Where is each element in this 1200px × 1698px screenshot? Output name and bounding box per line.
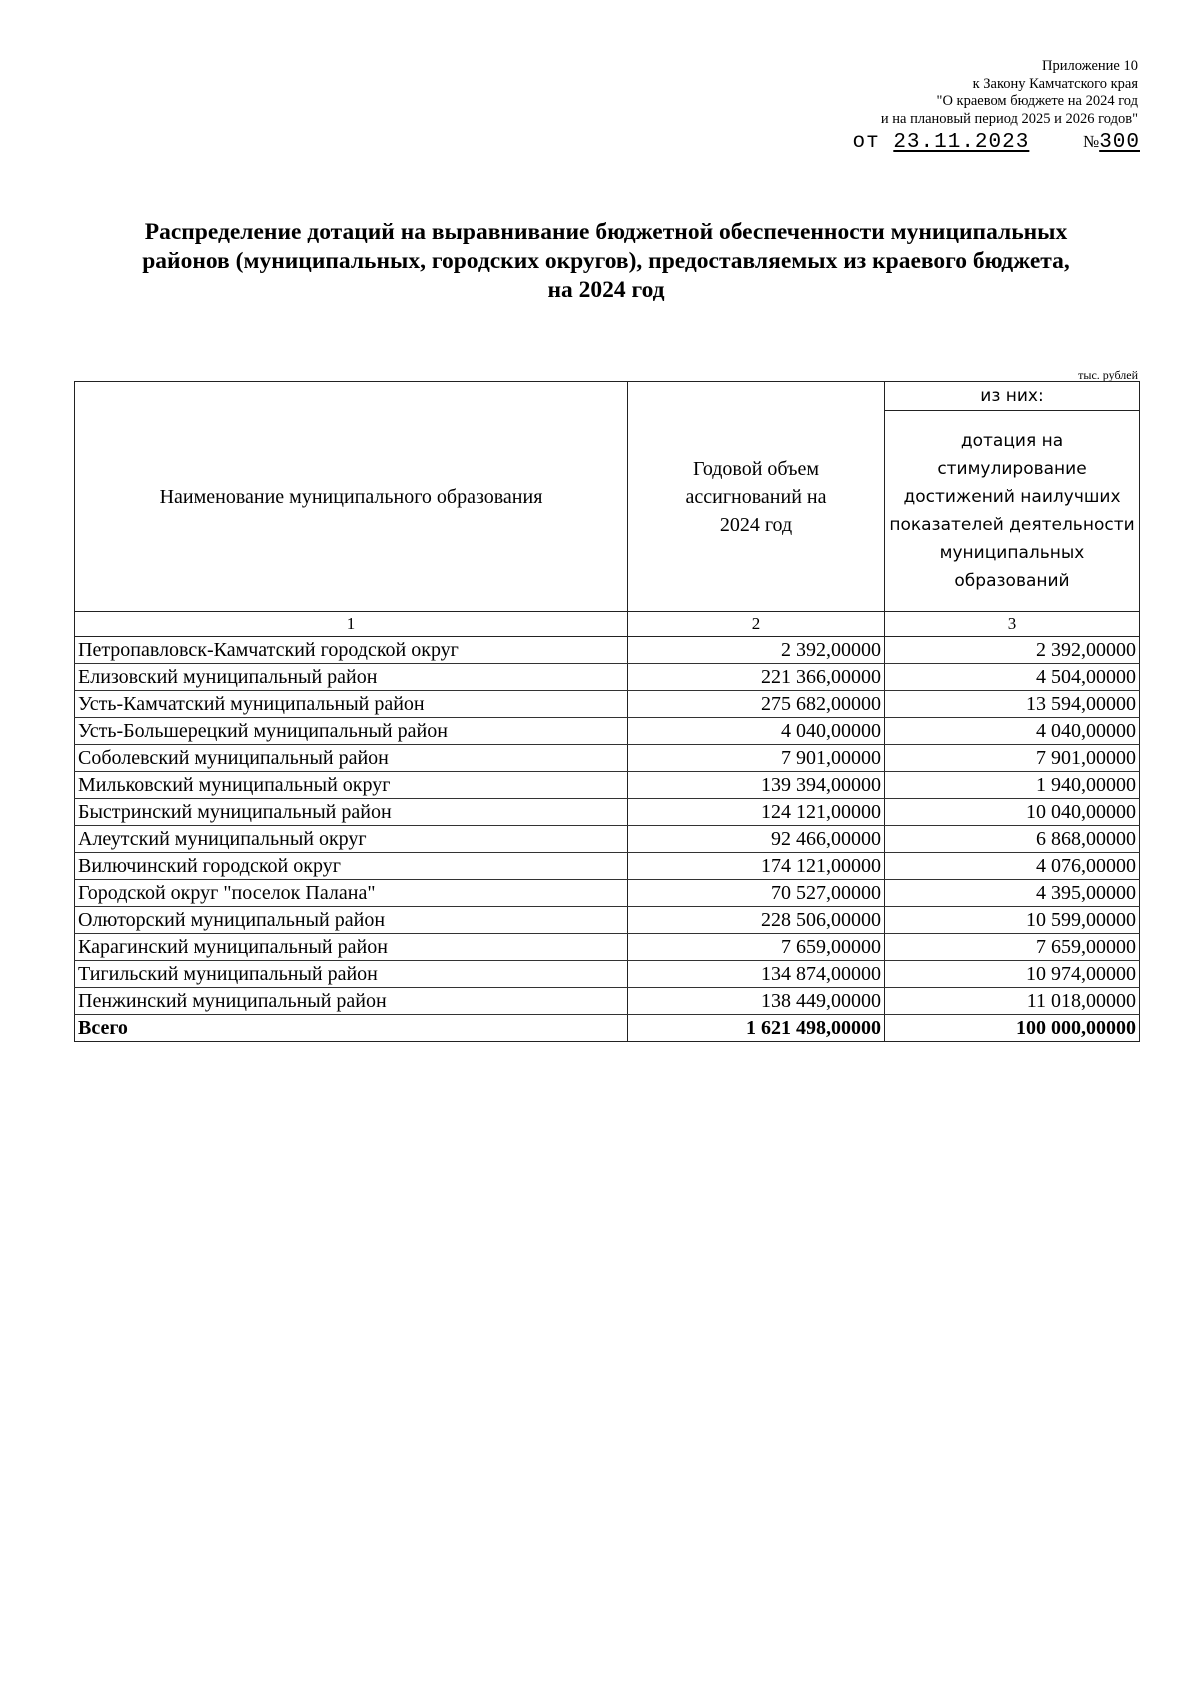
row-name: Петропавловск-Камчатский городской округ xyxy=(75,637,628,664)
total-incentive-grant: 100 000,00000 xyxy=(885,1015,1140,1042)
row-annual-volume: 228 506,00000 xyxy=(628,907,885,934)
row-annual-volume: 221 366,00000 xyxy=(628,664,885,691)
row-incentive-grant: 7 659,00000 xyxy=(885,934,1140,961)
row-name: Городской округ "поселок Палана" xyxy=(75,880,628,907)
appendix-line: Приложение 10 xyxy=(1042,58,1138,74)
stamp-number: 300 xyxy=(1099,131,1140,154)
row-name: Соболевский муниципальный район xyxy=(75,745,628,772)
row-annual-volume: 7 901,00000 xyxy=(628,745,885,772)
row-incentive-grant: 7 901,00000 xyxy=(885,745,1140,772)
table-row xyxy=(75,772,1140,799)
row-name: Усть-Камчатский муниципальный район xyxy=(75,691,628,718)
row-incentive-grant: 4 504,00000 xyxy=(885,664,1140,691)
date-number-stamp xyxy=(852,131,1140,154)
row-annual-volume: 7 659,00000 xyxy=(628,934,885,961)
row-annual-volume: 124 121,00000 xyxy=(628,799,885,826)
table-row xyxy=(75,745,1140,772)
row-annual-volume: 70 527,00000 xyxy=(628,880,885,907)
total-label: Всего xyxy=(75,1015,628,1042)
row-incentive-grant: 4 040,00000 xyxy=(885,718,1140,745)
table-row xyxy=(75,880,1140,907)
total-annual-volume: 1 621 498,00000 xyxy=(628,1015,885,1042)
document-title xyxy=(74,218,1138,305)
units-label: тыс. рублей xyxy=(1078,368,1138,382)
table-row xyxy=(75,691,1140,718)
stamp-prefix: от xyxy=(852,131,880,154)
row-incentive-grant: 1 940,00000 xyxy=(885,772,1140,799)
table-row xyxy=(75,637,1140,664)
header-annual-volume-text: Годовой объем ассигнований на 2024 год xyxy=(685,457,827,536)
row-annual-volume: 138 449,00000 xyxy=(628,988,885,1015)
row-incentive-grant: 13 594,00000 xyxy=(885,691,1140,718)
header-of-which: из них: xyxy=(885,382,1140,411)
stamp-number-sign: № xyxy=(1082,132,1100,151)
header-annual-volume xyxy=(628,382,885,612)
row-name: Вилючинский городской округ xyxy=(75,853,628,880)
distribution-table xyxy=(74,381,1140,1042)
appendix-reference xyxy=(881,58,1138,128)
title-line: Распределение дотаций на выравнивание бюджетной обеспеченности муниципальных xyxy=(144,219,1068,245)
total-row xyxy=(75,1015,1140,1042)
stamp-date: 23.11.2023 xyxy=(893,131,1030,154)
table-row xyxy=(75,799,1140,826)
row-name: Елизовский муниципальный район xyxy=(75,664,628,691)
table-row xyxy=(75,853,1140,880)
row-incentive-grant: 10 974,00000 xyxy=(885,961,1140,988)
row-incentive-grant: 11 018,00000 xyxy=(885,988,1140,1015)
row-incentive-grant: 2 392,00000 xyxy=(885,637,1140,664)
header-incentive-grant: дотация на стимулирование достижений наилучших показателей деятельности муниципальных образований xyxy=(885,411,1140,612)
title-line: районов (муниципальных, городских округов), предоставляемых из краевого бюджета, xyxy=(142,248,1070,274)
title-line: на 2024 год xyxy=(547,277,665,303)
row-annual-volume: 134 874,00000 xyxy=(628,961,885,988)
table-row xyxy=(75,988,1140,1015)
row-annual-volume: 2 392,00000 xyxy=(628,637,885,664)
table-row xyxy=(75,826,1140,853)
row-name: Пенжинский муниципальный район xyxy=(75,988,628,1015)
row-annual-volume: 4 040,00000 xyxy=(628,718,885,745)
row-incentive-grant: 4 395,00000 xyxy=(885,880,1140,907)
row-name: Усть-Большерецкий муниципальный район xyxy=(75,718,628,745)
row-name: Мильковский муниципальный округ xyxy=(75,772,628,799)
table-row xyxy=(75,934,1140,961)
row-name: Карагинский муниципальный район xyxy=(75,934,628,961)
table-row xyxy=(75,664,1140,691)
column-number-3: 3 xyxy=(885,612,1140,637)
row-incentive-grant: 4 076,00000 xyxy=(885,853,1140,880)
appendix-line: к Закону Камчатского края xyxy=(972,75,1138,92)
row-annual-volume: 92 466,00000 xyxy=(628,826,885,853)
row-annual-volume: 275 682,00000 xyxy=(628,691,885,718)
header-name: Наименование муниципального образования xyxy=(75,382,628,612)
appendix-line: "О краевом бюджете на 2024 год xyxy=(936,93,1138,109)
row-name: Тигильский муниципальный район xyxy=(75,961,628,988)
table-row xyxy=(75,961,1140,988)
row-name: Быстринский муниципальный район xyxy=(75,799,628,826)
row-annual-volume: 174 121,00000 xyxy=(628,853,885,880)
table-row xyxy=(75,907,1140,934)
row-incentive-grant: 6 868,00000 xyxy=(885,826,1140,853)
row-incentive-grant: 10 040,00000 xyxy=(885,799,1140,826)
row-name: Олюторский муниципальный район xyxy=(75,907,628,934)
column-number-1: 1 xyxy=(75,612,628,637)
column-number-2: 2 xyxy=(628,612,885,637)
row-incentive-grant: 10 599,00000 xyxy=(885,907,1140,934)
appendix-line: и на плановый период 2025 и 2026 годов" xyxy=(880,110,1138,127)
row-name: Алеутский муниципальный округ xyxy=(75,826,628,853)
table-row xyxy=(75,718,1140,745)
row-annual-volume: 139 394,00000 xyxy=(628,772,885,799)
